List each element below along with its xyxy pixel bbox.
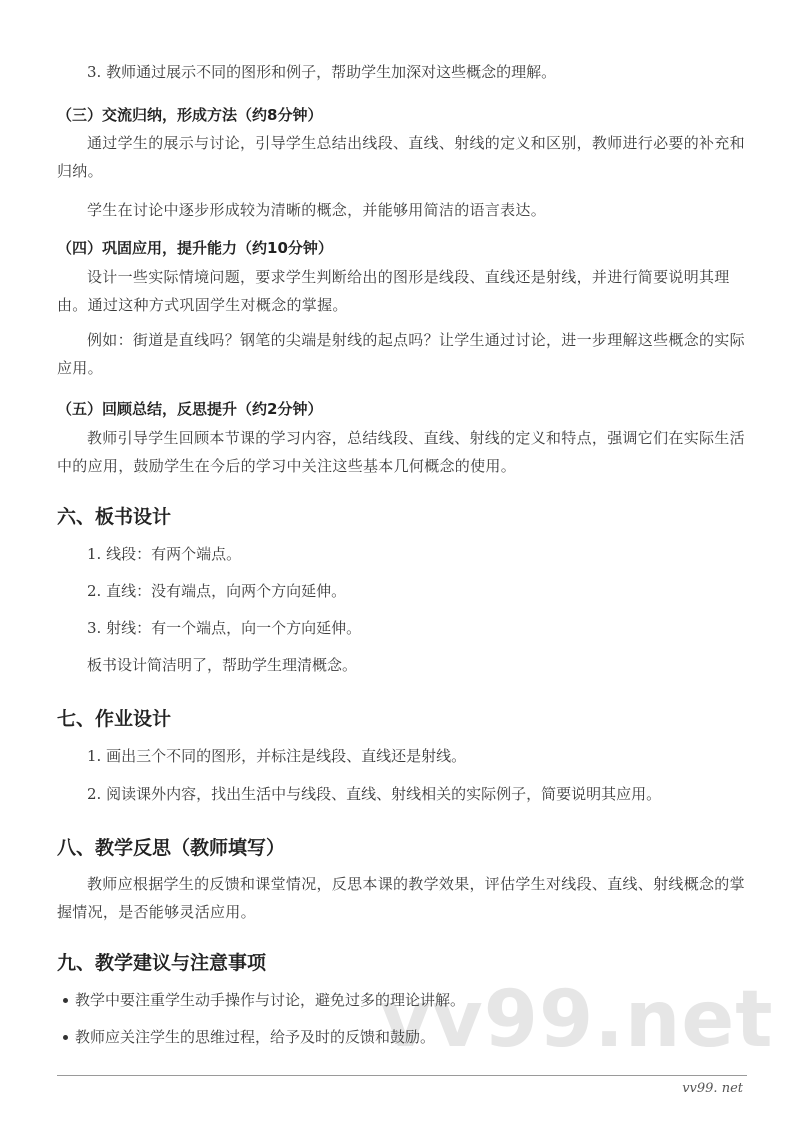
step-3-paragraph-1: 通过学生的展示与讨论，引导学生总结出线段、直线、射线的定义和区别，教师进行必要的补充和归纳。	[57, 134, 745, 180]
paragraph	[57, 654, 747, 676]
paragraph	[57, 196, 747, 224]
step-4-paragraph-2: 例如：街道是直线吗？钢笔的尖端是射线的起点吗？让学生通过讨论，进一步理解这些概念的实际应用。	[57, 331, 745, 377]
suggestion-bullet-2: 教师应关注学生的思维过程，给予及时的反馈和鼓励。	[57, 1026, 747, 1048]
subsection-heading	[57, 237, 747, 258]
homework-item-1: 1. 画出三个不同的图形，并标注是线段、直线还是射线。	[87, 747, 467, 765]
section-9-heading: 九、教学建议与注意事项	[57, 952, 267, 974]
step-3-paragraph-2: 学生在讨论中逐步形成较为清晰的概念，并能够用简洁的语言表达。	[87, 201, 547, 219]
section-6-heading: 六、板书设计	[57, 506, 172, 528]
teaching-step-item-3: 3. 教师通过展示不同的图形和例子，帮助学生加深对这些概念的理解。	[87, 63, 557, 81]
board-item-2: 2. 直线：没有端点，向两个方向延伸。	[87, 582, 347, 600]
section-heading	[57, 833, 747, 860]
step-5-heading: （五）回顾总结，反思提升（约2分钟）	[57, 400, 323, 418]
section-heading	[57, 502, 747, 529]
paragraph	[57, 263, 747, 319]
bullet-item	[57, 1026, 747, 1048]
homework-item-2: 2. 阅读课外内容，找出生活中与线段、直线、射线相关的实际例子，简要说明其应用。	[87, 785, 662, 803]
list-item	[57, 61, 747, 83]
footer-site-label: vv99. net	[682, 1081, 743, 1096]
section-7-heading: 七、作业设计	[57, 708, 172, 730]
paragraph	[57, 129, 747, 185]
paragraph	[57, 326, 747, 382]
subsection-heading	[57, 104, 747, 125]
paragraph	[57, 870, 747, 926]
section-8-heading: 八、教学反思（教师填写）	[57, 837, 286, 859]
list-item	[57, 543, 747, 565]
footer-divider	[57, 1075, 747, 1076]
section-heading	[57, 704, 747, 731]
section-heading	[57, 948, 747, 975]
paragraph	[57, 424, 747, 480]
board-item-3: 3. 射线：有一个端点，向一个方向延伸。	[87, 619, 362, 637]
list-item	[57, 617, 747, 639]
step-4-heading: （四）巩固应用，提升能力（约10分钟）	[57, 239, 333, 257]
watermark: vv99.net	[380, 975, 774, 1065]
board-item-1: 1. 线段：有两个端点。	[87, 545, 242, 563]
list-item	[57, 745, 747, 767]
step-5-paragraph-1: 教师引导学生回顾本节课的学习内容，总结线段、直线、射线的定义和特点，强调它们在实际生活中的应用，鼓励学生在今后的学习中关注这些基本几何概念的使用。	[57, 429, 745, 475]
step-4-paragraph-1: 设计一些实际情境问题，要求学生判断给出的图形是线段、直线还是射线，并进行简要说明其理由。通过这种方式巩固学生对概念的掌握。	[57, 268, 730, 314]
list-item	[57, 580, 747, 602]
step-3-heading: （三）交流归纳，形成方法（约8分钟）	[57, 106, 323, 124]
bullet-item	[57, 989, 747, 1011]
suggestion-bullet-1: 教学中要注重学生动手操作与讨论，避免过多的理论讲解。	[57, 989, 747, 1011]
subsection-heading	[57, 398, 747, 419]
list-item	[57, 783, 747, 805]
reflection-paragraph: 教师应根据学生的反馈和课堂情况，反思本课的教学效果，评估学生对线段、直线、射线概念的掌握情况，是否能够灵活应用。	[57, 875, 745, 921]
board-note: 板书设计简洁明了，帮助学生理清概念。	[87, 656, 358, 674]
